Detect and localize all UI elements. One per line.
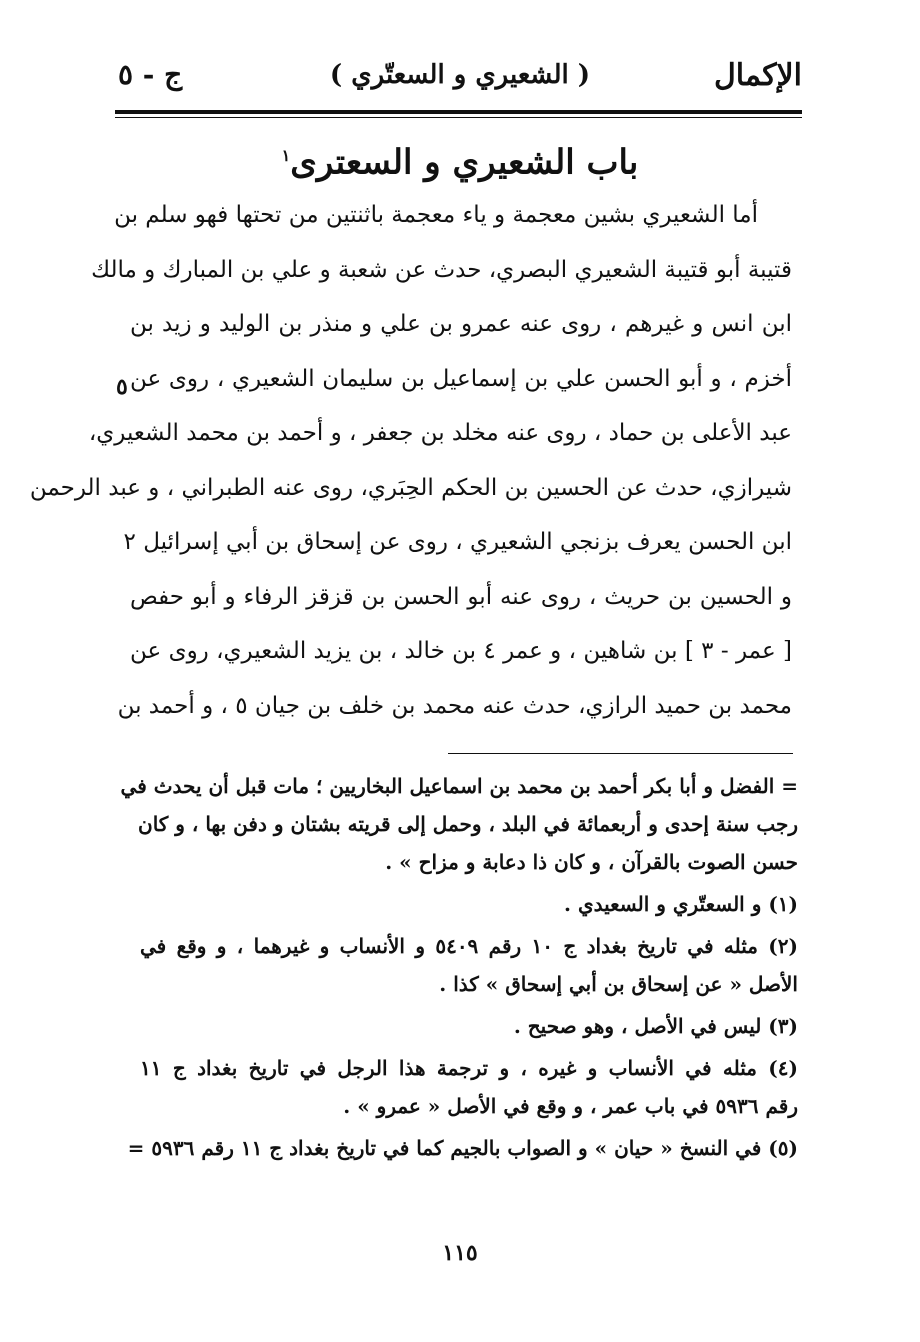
footnote-separator xyxy=(448,753,793,754)
footnote-line: (٤) مثله في الأنساب و غيره ، و ترجمة هذا الرجل في تاريخ بغداد ج ١١ xyxy=(140,1056,798,1080)
text-line: محمد بن حميد الرازي، حدث عنه محمد بن خلف بن جيان ٥ ، و أحمد بن xyxy=(117,692,792,719)
chapter-title-text: باب الشعيري و السعترى xyxy=(290,142,639,183)
chapter-heading xyxy=(118,130,802,188)
text-line: [ عمر - ٣ ] بن شاهين ، و عمر ٤ بن خالد ، بن يزيد الشعيري، روى عن xyxy=(130,638,792,664)
footnote-line: رجب سنة إحدى و أربعمائة في البلد ، وحمل إلى قريته بشتان و دفن بها ، و كان xyxy=(138,812,798,836)
chapter-note-ref: ١ xyxy=(281,146,291,165)
footnote-line: (٣) ليس في الأصل ، وهو صحيح . xyxy=(513,1014,798,1038)
footnote-line: حسن الصوت بالقرآن ، و كان ذا دعابة و مزاح » . xyxy=(385,850,798,874)
margin-line-marker: ٥ xyxy=(116,374,128,400)
volume-number: ج - ٥ xyxy=(118,58,183,91)
footnote-line: (٢) مثله في تاريخ بغداد ج ١٠ رقم ٥٤٠٩ و الأنساب و غيرهما ، و وقع في xyxy=(140,934,798,958)
text-line: أما الشعيري بشين معجمة و ياء معجمة باثنتين من تحتها فهو سلم بن xyxy=(114,202,758,228)
header-rule-thin xyxy=(115,117,802,118)
text-line: ابن الحسن يعرف بزنجي الشعيري ، روى عن إسحاق بن أبي إسرائيل ٢ xyxy=(123,529,792,555)
section-title: ( الشعيري و السعتّري ) xyxy=(329,60,591,90)
page-number: ١١٥ xyxy=(442,1240,478,1266)
footnote-line: (١) و السعتّري و السعيدي . xyxy=(564,892,798,916)
running-header xyxy=(118,58,802,98)
text-line: أخزم ، و أبو الحسن علي بن إسماعيل بن سليمان الشعيري ، روى عن xyxy=(130,365,792,392)
footnote-line: = الفضل و أبا بكر أحمد بن محمد بن اسماعيل البخاريين ؛ مات قبل أن يحدث في xyxy=(120,774,798,798)
footnote-line: رقم ٥٩٣٦ في باب عمر ، و وقع في الأصل « عمرو » . xyxy=(343,1094,798,1118)
main-text-block xyxy=(29,188,792,733)
footnote-line: (٥) في النسخ « حيان » و الصواب بالجيم كما في تاريخ بغداد ج ١١ رقم ٥٩٣٦ = xyxy=(127,1136,798,1160)
header-rule-thick xyxy=(115,110,802,114)
text-line: شيرازي، حدث عن الحسين بن الحكم الحِبَري، روى عنه الطبراني ، و عبد الرحمن xyxy=(29,474,792,501)
text-line: ابن انس و غيرهم ، روى عنه عمرو بن علي و منذر بن الوليد و زيد بن xyxy=(130,311,792,337)
text-line: قتيبة أبو قتيبة الشعيري البصري، حدث عن شعبة و علي بن المبارك و مالك xyxy=(91,256,792,283)
footnotes-block xyxy=(120,767,798,1167)
text-line: و الحسين بن حريث ، روى عنه أبو الحسن بن قزقز الرفاء و أبو حفص xyxy=(130,583,792,610)
footnote-line: الأصل « عن إسحاق بن أبي إسحاق » كذا . xyxy=(439,972,798,996)
text-line: عبد الأعلى بن حماد ، روى عنه مخلد بن جعفر ، و أحمد بن محمد الشعيري، xyxy=(88,420,792,446)
book-title: الإكمال xyxy=(713,58,802,93)
